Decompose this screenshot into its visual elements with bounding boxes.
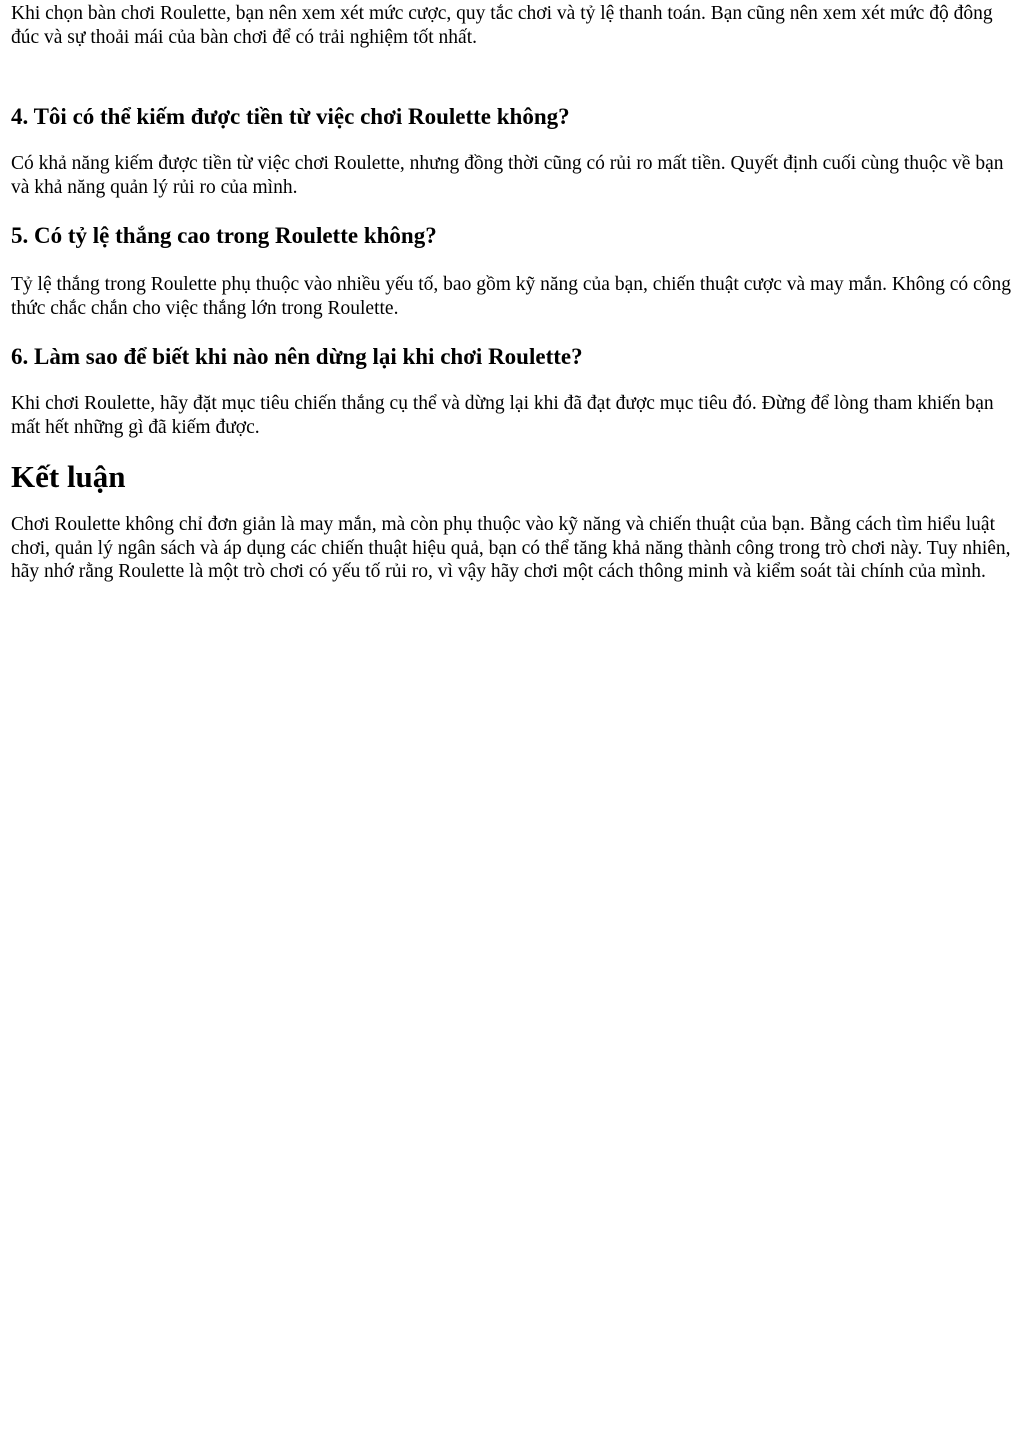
intro-paragraph: Khi chọn bàn chơi Roulette, bạn nên xem xét mức cược, quy tắc chơi và tỷ lệ thanh toán. Bạn cũng nên xem xét mức độ đông đúc và sự thoải mái của bàn chơi để có trải nghiệm tốt nhất. <box>11 3 993 48</box>
conclusion-paragraph: Chơi Roulette không chỉ đơn giản là may mắn, mà còn phụ thuộc vào kỹ năng và chiến thuật của bạn. Bằng cách tìm hiểu luật chơi, quản lý ngân sách và áp dụng các chiến thuật hiệu quả, bạn có thể tăng khả năng thành công trong trò chơi này. Tuy nhiên, hãy nhớ rằng Roulette là một trò chơi có yếu tố rủi ro, vì vậy hãy chơi một cách thông minh và kiểm soát tài chính của mình. <box>11 514 1011 582</box>
document-body <box>11 0 1016 584</box>
faq-answer-4: Có khả năng kiếm được tiền từ việc chơi Roulette, nhưng đồng thời cũng có rủi ro mất tiền. Quyết định cuối cùng thuộc về bạn và khả năng quản lý rủi ro của mình. <box>11 153 1004 198</box>
faq-answer-6: Khi chơi Roulette, hãy đặt mục tiêu chiến thắng cụ thể và dừng lại khi đã đạt được mục tiêu đó. Đừng để lòng tham khiến bạn mất hết những gì đã kiếm được. <box>11 393 994 438</box>
faq-answer-5: Tỷ lệ thắng trong Roulette phụ thuộc vào nhiều yếu tố, bao gồm kỹ năng của bạn, chiến thuật cược và may mắn. Không có công thức chắc chắn cho việc thắng lớn trong Roulette. <box>11 274 1011 319</box>
faq-question-4: 4. Tôi có thể kiếm được tiền từ việc chơi Roulette không? <box>11 104 570 129</box>
faq-question-6: 6. Làm sao để biết khi nào nên dừng lại khi chơi Roulette? <box>11 344 583 369</box>
conclusion-heading: Kết luận <box>11 459 126 494</box>
faq-question-5: 5. Có tỷ lệ thắng cao trong Roulette không? <box>11 223 437 248</box>
